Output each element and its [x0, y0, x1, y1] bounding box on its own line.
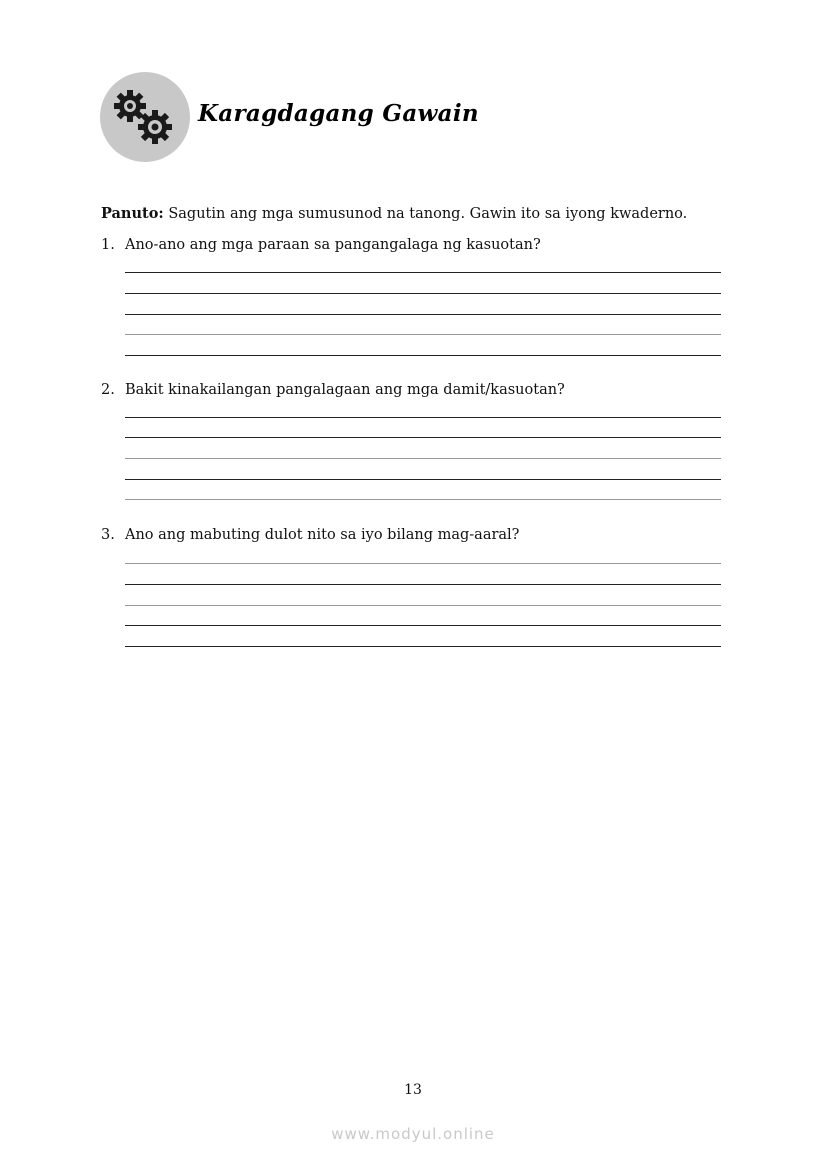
question-number: 1.	[101, 237, 115, 253]
answer-line[interactable]	[125, 293, 721, 294]
watermark: www.modyul.online	[331, 1125, 495, 1143]
answer-line[interactable]	[125, 458, 721, 459]
answer-line[interactable]	[125, 646, 721, 647]
answer-line[interactable]	[125, 417, 721, 418]
answer-line[interactable]	[125, 272, 721, 273]
answer-line[interactable]	[125, 563, 721, 564]
question-number: 2.	[101, 382, 115, 398]
question-1	[101, 237, 541, 253]
question-3	[101, 527, 519, 543]
page-number: 13	[404, 1082, 422, 1098]
answer-line[interactable]	[125, 355, 721, 356]
answer-line[interactable]	[125, 314, 721, 315]
answer-line[interactable]	[125, 437, 721, 438]
answer-line[interactable]	[125, 479, 721, 480]
question-text: Ano ang mabuting dulot nito sa iyo bilang mag-aaral?	[125, 527, 520, 543]
question-2	[101, 382, 565, 398]
answer-line[interactable]	[125, 499, 721, 500]
answer-line[interactable]	[125, 584, 721, 585]
gears-icon	[100, 72, 190, 162]
question-text: Bakit kinakailangan pangalagaan ang mga damit/kasuotan?	[125, 382, 565, 398]
answer-line[interactable]	[125, 334, 721, 335]
question-number: 3.	[101, 527, 115, 543]
instructions-text: Sagutin ang mga sumusunod na tanong. Gawin ito sa iyong kwaderno.	[163, 206, 688, 222]
answer-line[interactable]	[125, 625, 721, 626]
instructions-label: Panuto:	[101, 205, 164, 222]
page-title: Karagdagang Gawain	[198, 100, 479, 127]
question-text: Ano-ano ang mga paraan sa pangangalaga ng kasuotan?	[125, 237, 541, 253]
answer-line[interactable]	[125, 605, 721, 606]
instructions	[101, 205, 687, 222]
